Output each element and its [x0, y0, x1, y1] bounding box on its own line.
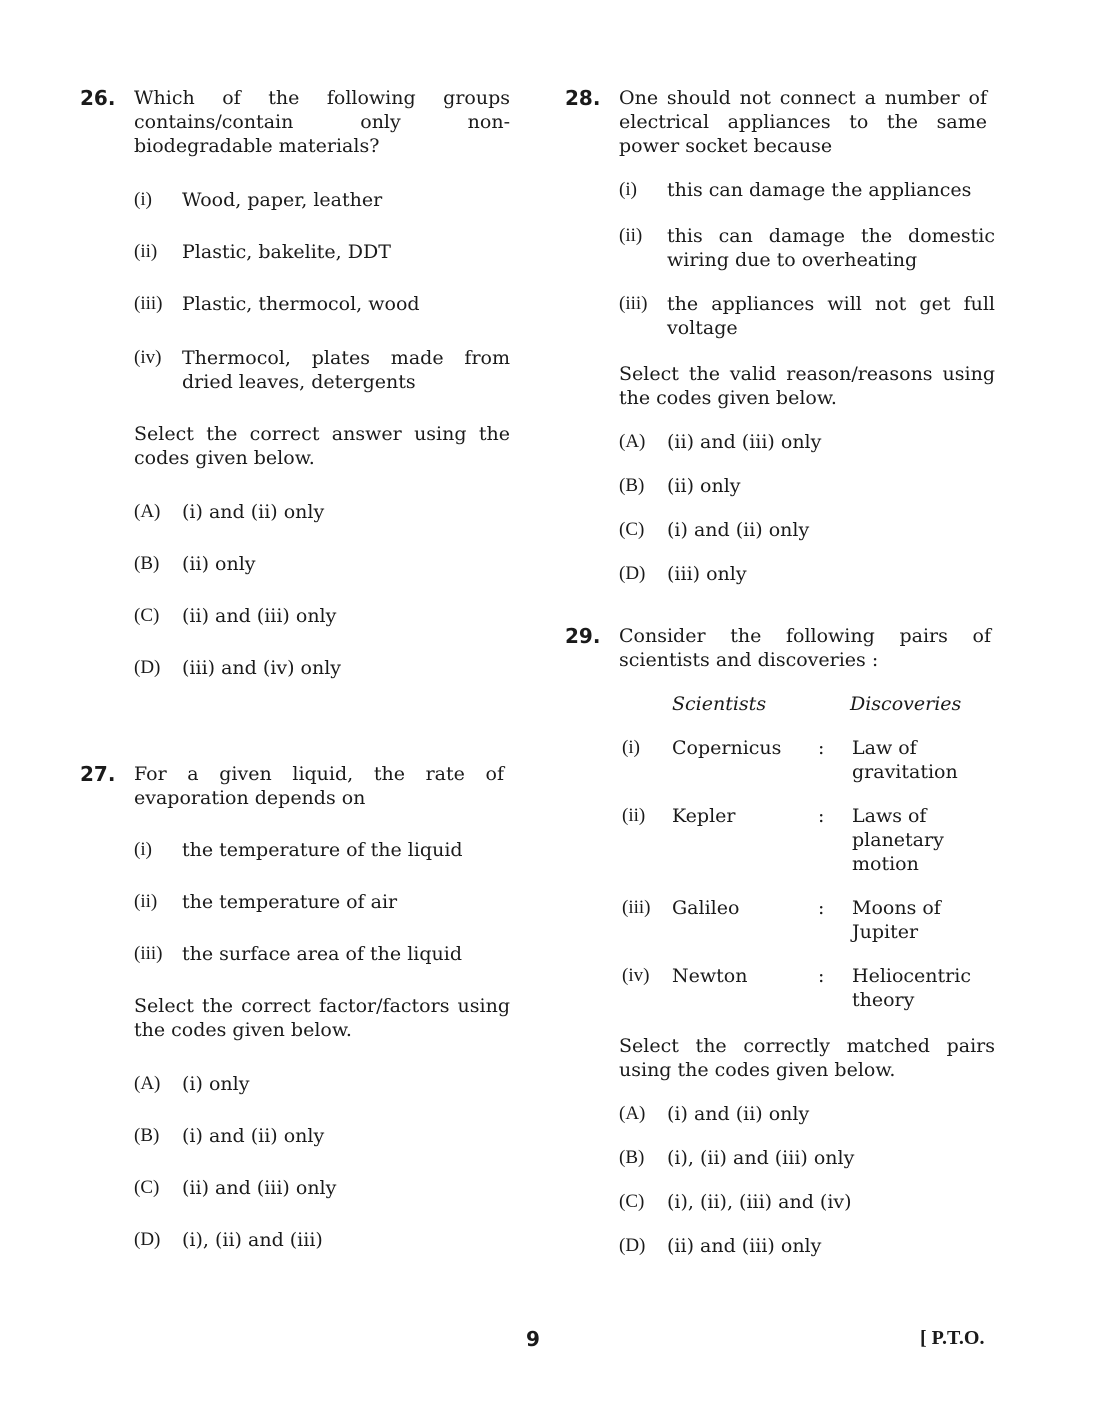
question-stem: Which of the following groups contains/contain only non-biodegradable materials?: [134, 87, 510, 157]
pair-scientist: Newton: [672, 965, 748, 987]
pair-scientist: Kepler: [672, 805, 736, 827]
item-label: (iv): [134, 347, 162, 368]
option-label: (B): [619, 475, 645, 496]
pair-discovery: Moons of Jupiter: [852, 897, 941, 943]
pair-discovery: Law of gravitation: [852, 737, 958, 783]
pair-row: [622, 736, 995, 784]
pto-marker: [ P.T.O.: [920, 1327, 985, 1349]
list-item: [619, 178, 995, 202]
page-number: 9: [526, 1327, 540, 1351]
option-text: (i) and (ii) only: [667, 519, 810, 541]
item-text: this can damage the domestic wiring due to overheating: [667, 225, 995, 271]
pair-separator: :: [818, 965, 825, 987]
question-number: 28.: [565, 86, 601, 110]
question-instruction: Select the correct answer using the codes given below.: [134, 423, 510, 469]
question-28: [565, 86, 995, 586]
item-label: (iii): [134, 293, 163, 314]
option-label: (C): [619, 519, 645, 540]
list-item: [134, 292, 510, 316]
question-29: [565, 624, 995, 1258]
item-text: the appliances will not get full voltage: [667, 293, 995, 339]
answer-option: [619, 430, 995, 454]
right-column: [565, 86, 995, 1258]
list-item: [134, 240, 510, 264]
option-text: (ii) and (iii) only: [182, 1177, 337, 1199]
pair-label: (iv): [622, 965, 650, 986]
question-number: 29.: [565, 624, 601, 648]
item-text: this can damage the appliances: [667, 179, 972, 201]
answer-option: [134, 656, 510, 680]
option-text: (i) only: [182, 1073, 250, 1095]
option-label: (B): [619, 1147, 645, 1168]
question-stem: For a given liquid, the rate of evaporation depends on: [134, 763, 504, 809]
option-text: (ii) and (iii) only: [182, 605, 337, 627]
option-label: (B): [134, 553, 160, 574]
option-label: (A): [619, 1103, 646, 1124]
answer-option: [619, 1146, 995, 1170]
answer-option: [134, 1124, 510, 1148]
list-item: [134, 188, 510, 212]
left-column: [80, 86, 510, 1252]
option-text: (ii) only: [182, 553, 256, 575]
option-text: (ii) and (iii) only: [667, 431, 822, 453]
pairs-table-header: [672, 692, 995, 716]
item-text: the temperature of air: [182, 891, 398, 913]
list-item: [619, 292, 995, 340]
answer-option: [134, 1072, 510, 1096]
list-item: [134, 942, 510, 966]
item-label: (i): [619, 179, 637, 200]
question-27: [80, 762, 510, 1252]
pair-label: (i): [622, 737, 640, 758]
answer-option: [134, 500, 510, 524]
question-number: 27.: [80, 762, 116, 786]
pair-row: [622, 896, 995, 944]
item-text: Wood, paper, leather: [182, 189, 383, 211]
option-text: (i), (ii) and (iii) only: [667, 1147, 855, 1169]
question-stem: Consider the following pairs of scientists and discoveries :: [619, 625, 991, 671]
answer-option: [134, 604, 510, 628]
item-label: (i): [134, 839, 152, 860]
item-label: (iii): [134, 943, 163, 964]
question-number: 26.: [80, 86, 116, 110]
pair-label: (ii): [622, 805, 646, 826]
question-instruction: Select the valid reason/reasons using the codes given below.: [619, 363, 995, 409]
option-label: (D): [134, 1229, 161, 1250]
item-label: (iii): [619, 293, 648, 314]
question-26: [80, 86, 510, 680]
option-label: (A): [619, 431, 646, 452]
answer-option: [134, 1228, 510, 1252]
answer-option: [619, 474, 995, 498]
pair-discovery: Heliocentric theory: [852, 965, 971, 1011]
option-label: (C): [134, 1177, 160, 1198]
pair-row: [622, 964, 995, 1012]
list-item: [134, 346, 510, 394]
header-scientists: Scientists: [672, 693, 767, 715]
answer-option: [619, 1190, 995, 1214]
item-text: Thermocol, plates made from dried leaves, detergents: [182, 347, 510, 393]
option-label: (A): [134, 1073, 161, 1094]
option-label: (D): [134, 657, 161, 678]
option-text: (i) and (ii) only: [182, 1125, 325, 1147]
answer-option: [619, 518, 995, 542]
item-text: the temperature of the liquid: [182, 839, 463, 861]
answer-option: [619, 1234, 995, 1258]
option-label: (B): [134, 1125, 160, 1146]
question-instruction: Select the correct factor/factors using the codes given below.: [134, 995, 510, 1041]
item-text: the surface area of the liquid: [182, 943, 462, 965]
list-item: [134, 890, 510, 914]
question-stem: One should not connect a number of electrical appliances to the same power socket because: [619, 87, 987, 157]
option-text: (i), (ii), (iii) and (iv): [667, 1191, 852, 1213]
item-text: Plastic, thermocol, wood: [182, 293, 420, 315]
option-text: (iii) and (iv) only: [182, 657, 342, 679]
pair-row: [622, 804, 995, 876]
pair-scientist: Copernicus: [672, 737, 782, 759]
pair-discovery: Laws of planetary motion: [852, 805, 944, 875]
pair-separator: :: [818, 805, 825, 827]
option-text: (i), (ii) and (iii): [182, 1229, 323, 1251]
question-instruction: Select the correctly matched pairs using the codes given below.: [619, 1035, 995, 1081]
item-label: (ii): [134, 891, 158, 912]
item-label: (ii): [134, 241, 158, 262]
option-label: (C): [134, 605, 160, 626]
item-label: (i): [134, 189, 152, 210]
answer-option: [134, 552, 510, 576]
option-label: (D): [619, 1235, 646, 1256]
option-text: (ii) and (iii) only: [667, 1235, 822, 1257]
option-text: (i) and (ii) only: [667, 1103, 810, 1125]
option-text: (iii) only: [667, 563, 747, 585]
answer-option: [134, 1176, 510, 1200]
option-text: (ii) only: [667, 475, 741, 497]
pair-separator: :: [818, 737, 825, 759]
option-label: (D): [619, 563, 646, 584]
item-label: (ii): [619, 225, 643, 246]
pair-label: (iii): [622, 897, 651, 918]
header-discoveries: Discoveries: [850, 693, 962, 715]
pair-separator: :: [818, 897, 825, 919]
item-text: Plastic, bakelite, DDT: [182, 241, 391, 263]
list-item: [619, 224, 995, 272]
option-label: (C): [619, 1191, 645, 1212]
answer-option: [619, 1102, 995, 1126]
pair-scientist: Galileo: [672, 897, 740, 919]
option-text: (i) and (ii) only: [182, 501, 325, 523]
list-item: [134, 838, 510, 862]
option-label: (A): [134, 501, 161, 522]
answer-option: [619, 562, 995, 586]
